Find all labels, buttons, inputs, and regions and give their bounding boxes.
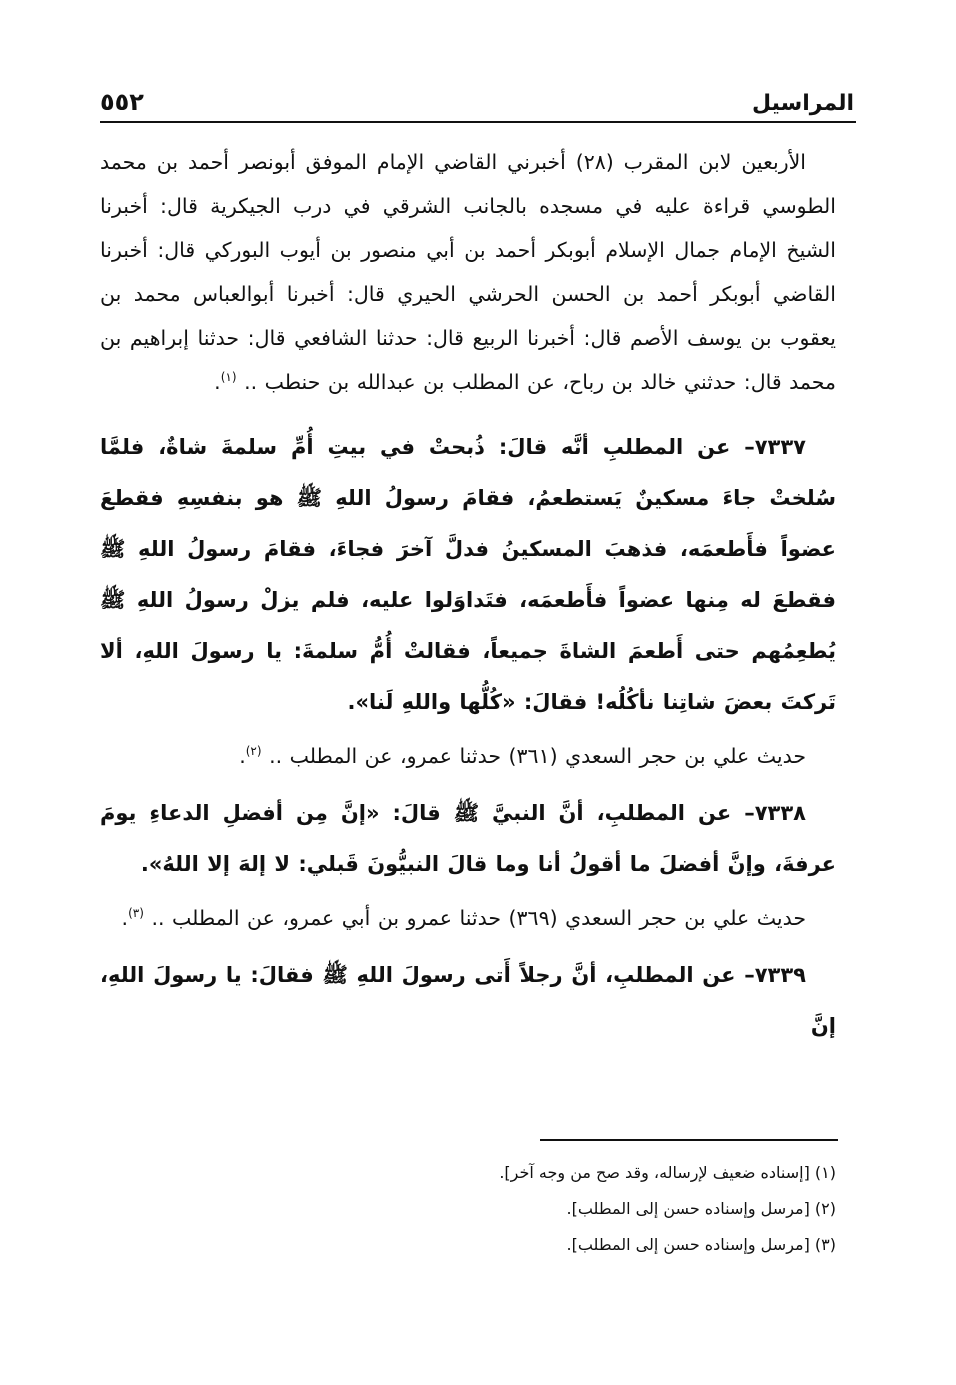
hadith-7337: ٧٣٣٧– عن المطلبِ أنَّه قالَ: ذُبحتْ في بيتِ أُمِّ سلمةَ شاةٌ، فلمَّا سُلختْ جاءَ مسكينٌ يَستطعمُ، فقامَ رسولُ اللهِ ﷺ هو بنفسِهِ فقطعَ عضواً فأَطعمَه، فذهبَ المسكينُ فدلَّ آخرَ فجاءَ، فقامَ رسولُ اللهِ ﷺ فقطعَ له مِنها عضواً فأَطعمَه، فتَداوَلوا عليه، فلم يزلْ رسولُ اللهِ ﷺ يُطعِمُهم حتى أَطعمَ الشاةَ جميعاً، فقالتْ أُمُّ سلمةَ: يا رسولَ اللهِ، ألا تَركتَ بعضَ شاتِنا نأكُلُه! فقالَ: «كُلُّها واللهِ لَنا». <box>100 435 836 714</box>
source-7337 <box>100 734 836 778</box>
footnotes <box>100 1155 836 1263</box>
spacer <box>100 778 836 788</box>
footnote-ref-2: (٢) <box>245 744 262 759</box>
hadith-7338: ٧٣٣٨– عن المطلبِ، أنَّ النبيَّ ﷺ قالَ: «إنَّ مِن أفضلِ الدعاءِ يومَ عرفةَ، وإنَّ أفضلَ ما أقولُ أنا وما قالَ النبيُّونَ قَبلي: لا إلهَ إلا اللهُ». <box>100 801 836 876</box>
isnad-text: الأربعين لابن المقرب (٢٨) أخبرني القاضي الإمام الموفق أبونصر أحمد بن محمد الطوسي قراءة عليه في مسجده بالجانب الشرقي في درب الجيكرية قال: أخبرنا الشيخ الإمام جمال الإسلام أبوبكر أحمد بن أبي منصور بن أيوب البوركي قال: أخبرنا القاضي أبوبكر أحمد بن الحسن الحرشي الحيري قال: أخبرنا أبوالعباس محمد بن يعقوب بن يوسف الأصم قال: أخبرنا الربيع قال: حدثنا الشافعي قال: حدثنا إبراهيم بن محمد قال: حدثني خالد بن رباح، عن المطلب بن عبدالله بن حنطب .. <box>100 150 836 394</box>
source-7337-text: حديث علي بن حجر السعدي (٣٦١) حدثنا عمرو، عن المطلب .. <box>269 744 806 768</box>
running-title: المراسيل <box>751 91 854 116</box>
page-body <box>100 140 836 1052</box>
source-7338-text: حديث علي بن حجر السعدي (٣٦٩) حدثنا عمرو بن أبي عمرو، عن المطلب .. <box>151 906 806 930</box>
footnote-1: (١) [إسناده ضعيف لإرساله، وقد صح من وجه آخر]. <box>499 1163 836 1182</box>
isnad-end: . <box>214 370 221 394</box>
hadith-7339: ٧٣٣٩– عن المطلبِ، أنَّ رجلاً أَتى رسولَ اللهِ ﷺ فقالَ: يا رسولَ اللهِ، إنَّ <box>100 963 836 1038</box>
source-7338 <box>100 896 836 940</box>
isnad-paragraph <box>100 140 836 404</box>
header-rule <box>100 121 856 123</box>
spacer <box>100 404 836 422</box>
footnote-3: (٣) [مرسل وإسناده حسن إلى المطلب]. <box>566 1235 836 1254</box>
page-header <box>100 82 854 116</box>
footnote-ref-1: (١) <box>220 370 237 385</box>
footnote-ref-3: (٣) <box>128 906 144 921</box>
footnote-rule <box>540 1139 838 1141</box>
spacer <box>100 940 836 950</box>
footnote-2: (٢) [مرسل وإسناده حسن إلى المطلب]. <box>566 1199 836 1218</box>
source-7337-end: . <box>239 744 246 768</box>
page-number: ٥٥٢ <box>100 88 144 116</box>
source-7338-end: . <box>121 906 129 930</box>
